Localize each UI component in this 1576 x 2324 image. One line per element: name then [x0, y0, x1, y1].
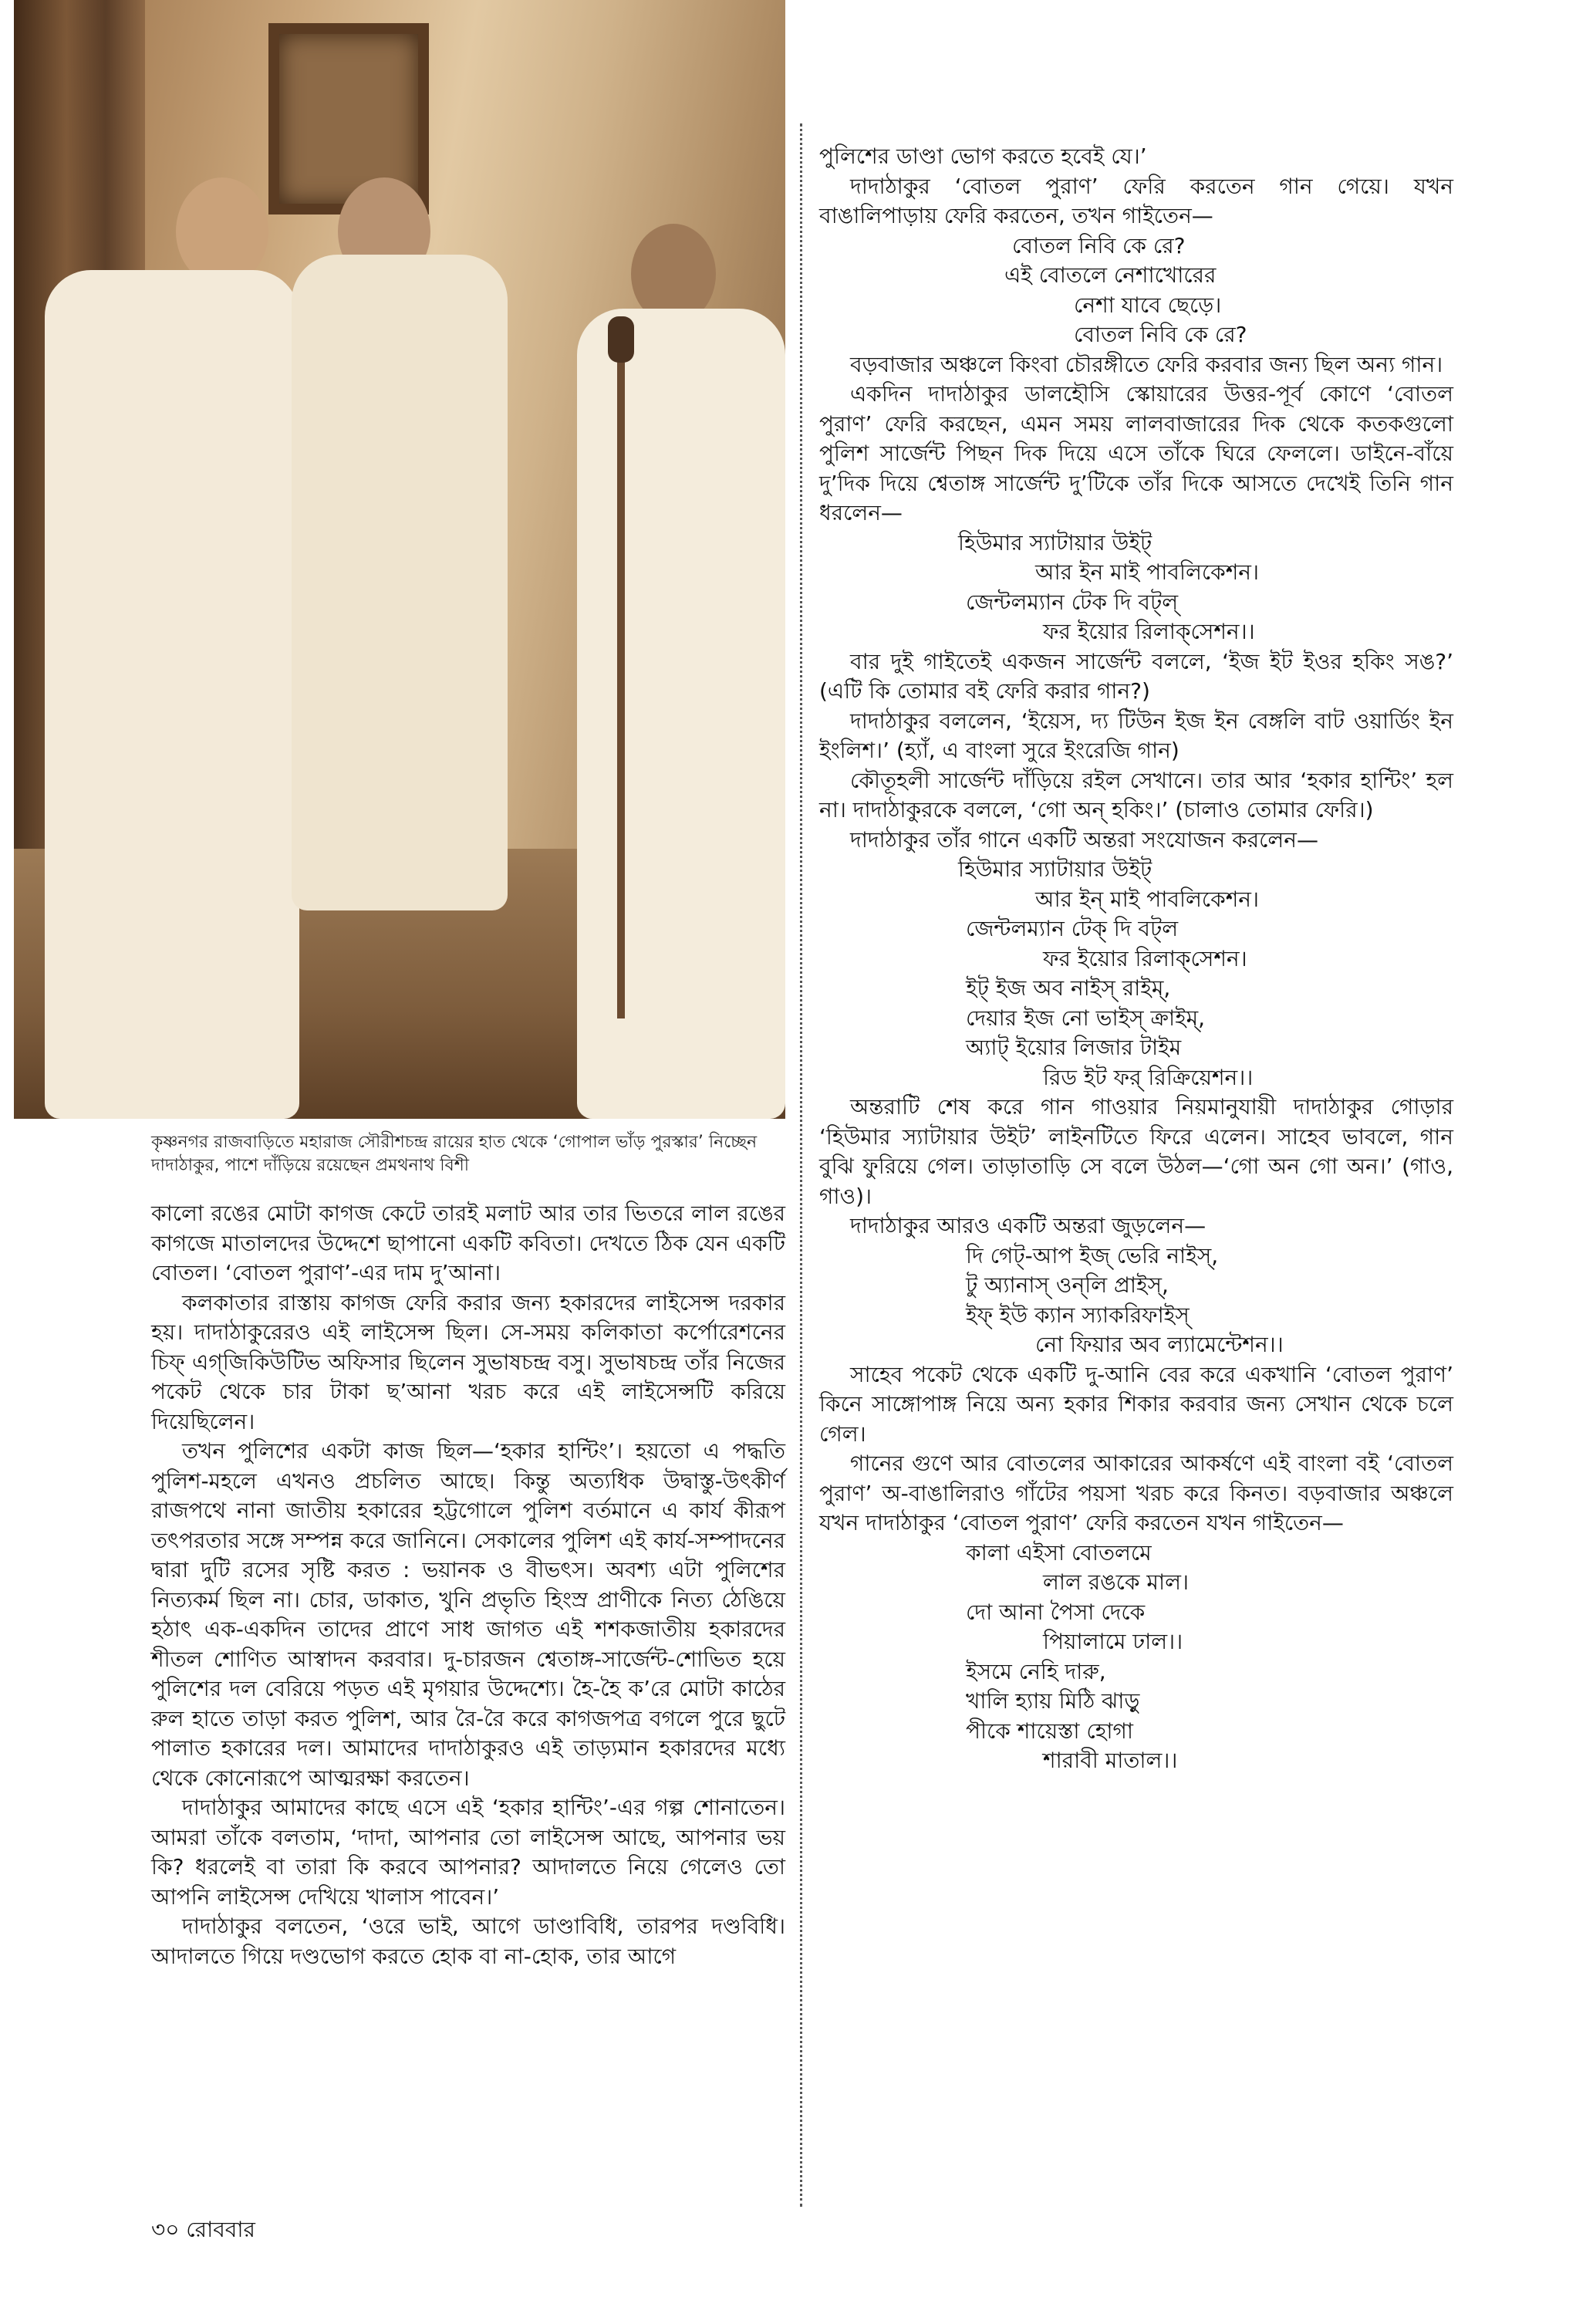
verse-line: বোতল নিবি কে রে? — [1074, 322, 1247, 347]
paragraph: অন্তরাটি শেষ করে গান গাওয়ার নিয়মানুযায়ী দাদাঠাকুর গোড়ার ‘হিউমার স্যাটায়ার উইট’ লাইনটিতে ফিরে এলেন। সাহেব ভাবলে, গান বুঝি ফুরিয়ে গেল। তাড়াতাড়ি সে বলে উঠল—‘গো অন গো অন।’ (গাও, গাও)। — [819, 1094, 1453, 1209]
verse-line: পীকে শায়েস্তা হোগা — [966, 1718, 1134, 1744]
paragraph: দাদাঠাকুর আমাদের কাছে এসে এই ‘হকার হান্টিং’-এর গল্প শোনাতেন। আমরা তাঁকে বলতাম, ‘দাদা, আপনার তো লাইসেন্স আছে, আপনার ভয় কি? ধরলেই বা তারা কি করবে আপনার? আদালতে নিয়ে গেলেও তো আপনি লাইসেন্স দেখিয়ে খালাস পাবেন।’ — [151, 1795, 785, 1910]
paragraph: দাদাঠাকুর বললেন, ‘ইয়েস, দ্য টিউন ইজ ইন বেঙ্গলি বাট ওয়ার্ডিং ইন ইংলিশ।’ (হ্যাঁ, এ বাংলা সুরে ইংরেজি গান) — [819, 708, 1453, 763]
verse-line: টু অ্যানাস্ ওন্‌লি প্রাইস্, — [966, 1272, 1169, 1298]
paragraph: দাদাঠাকুর তাঁর গানে একটি অন্তরা সংযোজন করলেন— — [850, 826, 1318, 853]
verse-line: ফর ইয়োর রিলাক্‌সেশন। — [1043, 945, 1247, 971]
verse-line: এই বোতলে নেশাখোরের — [1004, 262, 1217, 288]
paragraph: একদিন দাদাঠাকুর ডালহৌসি স্কোয়ারের উত্তর-পূর্ব কোণে ‘বোতল পুরাণ’ ফেরি করছেন, এমন সময় লালবাজারের দিক থেকে কতকগুলো পুলিশ সার্জেন্ট পিছন দিক দিয়ে এসে তাঁকে ঘিরে ফেললে। ডাইনে-বাঁয়ে দু’দিক দিয়ে শ্বেতাঙ্গ সার্জেন্ট দু’টিকে তাঁর দিকে আসতে দেখেই তিনি গান ধরলেন— — [819, 381, 1453, 525]
verse-line: আর ইন্ মাই পাবলিকেশন। — [1035, 886, 1259, 912]
verse-line: দি গেট্-আপ ইজ্ ভেরি নাইস্, — [966, 1242, 1219, 1268]
person-left-head — [176, 177, 268, 285]
paragraph: দাদাঠাকুর আরও একটি অন্তরা জুড়লেন— — [850, 1213, 1206, 1238]
verse-line: দেয়ার ইজ নো ভাইস্ ক্রাইম্, — [966, 1005, 1206, 1031]
verse-line: খালি হ্যায় মিঠি ঝাড়ু — [966, 1688, 1140, 1714]
right-column — [819, 142, 1453, 1776]
verse-line: অ্যাট্ ইয়োর লিজার টাইম — [966, 1035, 1182, 1060]
verse-line: ফর ইয়োর রিলাক্‌সেশন।। — [1043, 619, 1255, 644]
verse — [819, 1539, 1453, 1776]
paragraph: বার দুই গাইতেই একজন সার্জেন্ট বললে, ‘ইজ ইট ইওর হকিং সঙ?’ (এটি কি তোমার বই ফেরি করার গান?) — [819, 648, 1453, 704]
paragraph: দাদাঠাকুর ‘বোতল পুরাণ’ ফেরি করতেন গান গেয়ে। যখন বাঙালিপাড়ায় ফেরি করতেন, তখন গাইতেন— — [819, 173, 1453, 228]
paragraph: তখন পুলিশের একটা কাজ ছিল—‘হকার হান্টিং’। হয়তো এ পদ্ধতি পুলিশ-মহলে এখনও প্রচলিত আছে। কিন্তু অত্যধিক উদ্বাস্তু-উৎকীর্ণ রাজপথে নানা জাতীয় হকারের হট্টগোলে পুলিশ বর্তমানে এ কার্য কীরূপ তৎপরতার সঙ্গে সম্পন্ন করে জানিনে। সেকালের পুলিশ এই কার্য-সম্পাদনের দ্বারা দুটি রসের সৃষ্টি করত : ভয়ানক ও বীভৎস। অবশ্য এটা পুলিশের নিত্যকর্ম ছিল না। চোর, ডাকাত, খুনি প্রভৃতি হিংস্র প্রাণীকে নিত্য ঠেঙিয়ে হঠাৎ এক-একদিন তাদের প্রাণে সাধ জাগত এই শশকজাতীয় হকারদের শীতল শোণিত আস্বাদন করবার। দু-চারজন শ্বেতাঙ্গ-সার্জেন্ট-শোভিত হয়ে পুলিশের দল বেরিয়ে পড়ত এই মৃগয়ার উদ্দেশ্যে। হৈ-হৈ ক’রে মোটা কাঠের রুল হাতে তাড়া করত পুলিশ, আর রৈ-রৈ করে কাগজপত্র বগলে পুরে ছুটে পালাত হকারের দল। আমাদের দাদাঠাকুরও এই তাড়্যমান হকারদের মধ্যে থেকে কোনোরূপে আত্মরক্ষা করতেন। — [151, 1438, 785, 1791]
paragraph: কলকাতার রাস্তায় কাগজ ফেরি করার জন্য হকারদের লাইসেন্স দরকার হয়। দাদাঠাকুরেরও এই লাইসেন্স ছিল। সে-সময় কলিকাতা কর্পোরেশনের চিফ্ এগ্‌জিকিউটিভ অফিসার ছিলেন সুভাষচন্দ্র বসু। সুভাষচন্দ্র তাঁর নিজের পকেট থেকে চার টাকা ছ’আনা খরচ করে এই লাইসেন্সটি করিয়ে দিয়েছিলেন। — [151, 1289, 785, 1434]
verse-line: হিউমার স্যাটায়ার উইট্ — [958, 856, 1152, 882]
verse-line: জেন্টলম্যান টেক দি বট্‌ল্ — [966, 589, 1179, 615]
person-left — [45, 270, 299, 1119]
paragraph: কালো রঙের মোটা কাগজ কেটে তারই মলাট আর তার ভিতরে লাল রঙের কাগজে মাতালদের উদ্দেশে ছাপানো একটি কবিতা। দেখতে ঠিক যেন একটি বোতল। ‘বোতল পুরাণ’-এর দাম দু’আনা। — [151, 1201, 785, 1285]
verse-line: নেশা যাবে ছেড়ে। — [1074, 292, 1222, 318]
verse — [819, 529, 1453, 647]
verse-line: শারাবী মাতাল।। — [1043, 1748, 1178, 1773]
verse-line: ইফ্ ইউ ক্যান স্যাকরিফাইস্ — [966, 1302, 1190, 1328]
microphone — [608, 316, 634, 363]
paragraph: পুলিশের ডাণ্ডা ভোগ করতে হবেই যে।’ — [819, 144, 1147, 169]
photo-caption: কৃষ্ণনগর রাজবাড়িতে মহারাজ সৌরীশচন্দ্র রায়ের হাত থেকে ‘গোপাল ভাঁড় পুরস্কার’ নিচ্ছেন দাদাঠাকুর, পাশে দাঁড়িয়ে রয়েছেন প্রমথনাথ বিশী — [151, 1133, 758, 1175]
verse — [819, 855, 1453, 1093]
verse-line: নো ফিয়ার অব ল্যামেন্টেশন।। — [1035, 1332, 1284, 1357]
verse — [819, 231, 1453, 350]
verse-line: আর ইন মাই পাবলিকেশন। — [1035, 559, 1259, 585]
microphone-stand — [617, 324, 625, 1018]
paragraph: সাহেব পকেট থেকে একটি দু-আনি বের করে একখানি ‘বোতল পুরাণ’ কিনে সাঙ্গোপাঙ্গ নিয়ে অন্য হকার শিকার করবার জন্য সেখান থেকে চলে গেল। — [819, 1361, 1453, 1447]
person-right — [577, 309, 785, 1119]
verse-line: কালা এইসা বোতলমে — [966, 1539, 1152, 1566]
verse-line: বোতল নিবি কে রে? — [1012, 232, 1186, 258]
page-footer: ৩০ রোববার — [151, 2217, 255, 2242]
column-divider — [800, 123, 802, 2207]
photograph — [14, 0, 785, 1119]
verse-line: ইসমে নেহি দারু, — [966, 1658, 1106, 1684]
paragraph: গানের গুণে আর বোতলের আকারের আকর্ষণে এই বাংলা বই ‘বোতল পুরাণ’ অ-বাঙালিরাও গাঁটের পয়সা খরচ করে কিনত। বড়বাজার অঞ্চলে যখন দাদাঠাকুর ‘বোতল পুরাণ’ ফেরি করতেন যখন গাইতেন— — [819, 1451, 1453, 1535]
verse-line: পিয়ালামে ঢাল।। — [1043, 1629, 1183, 1654]
paragraph: বড়বাজার অঞ্চলে কিংবা চৌরঙ্গীতে ফেরি করবার জন্য ছিল অন্য গান। — [850, 351, 1443, 377]
person-center — [292, 255, 508, 910]
verse-line: ইট্ ইজ অব নাইস্ রাইম্, — [966, 975, 1171, 1001]
verse-line: জেন্টলম্যান টেক্ দি বট্‌ল — [966, 916, 1179, 941]
left-column — [151, 1199, 785, 1971]
verse-line: লাল রঙকে মাল। — [1043, 1569, 1189, 1595]
verse-line: হিউমার স্যাটায়ার উইট্ — [958, 529, 1152, 556]
verse — [819, 1241, 1453, 1360]
paragraph: দাদাঠাকুর বলতেন, ‘ওরে ভাই, আগে ডাণ্ডাবিধি, তারপর দণ্ডবিধি। আদালতে গিয়ে দণ্ডভোগ করতে হোক বা না-হোক, তার আগে — [151, 1914, 785, 1969]
verse-line: দো আনা পৈসা দেকে — [966, 1599, 1146, 1625]
paragraph: কৌতূহলী সার্জেন্ট দাঁড়িয়ে রইল সেখানে। তার আর ‘হকার হান্টিং’ হল না। দাদাঠাকুরকে বললে, ‘গো অন্ হকিং।’ (চালাও তোমার ফেরি।) — [819, 767, 1453, 823]
verse-line: রিড ইট ফর্ রিক্রিয়েশন।। — [1043, 1064, 1254, 1090]
